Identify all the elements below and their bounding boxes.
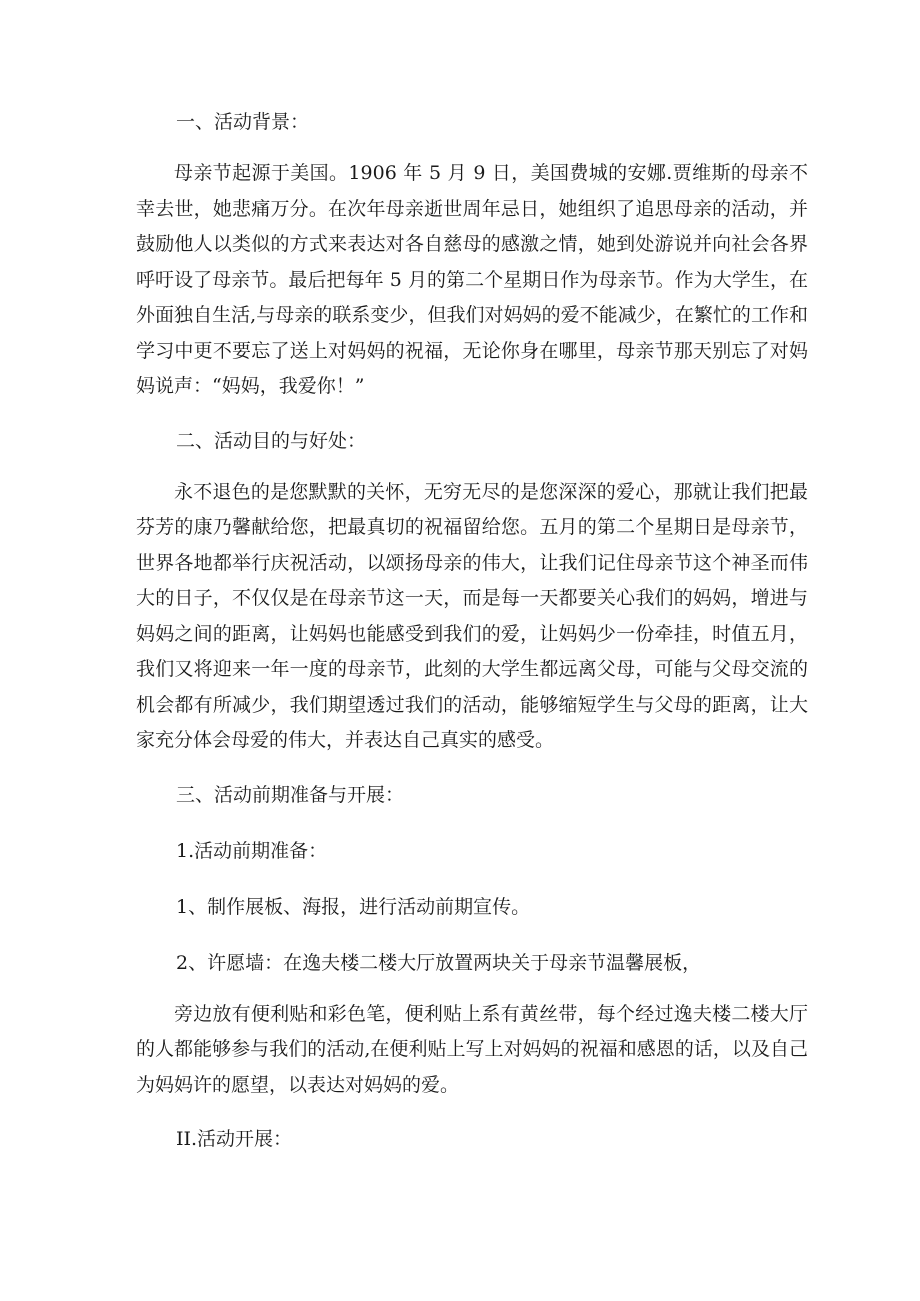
document-body <box>136 100 808 1161</box>
section-heading-preparation: 三、活动前期准备与开展： <box>176 783 405 806</box>
list-item-wish-wall: 2、许愿墙：在逸夫楼二楼大厅放置两块关于母亲节温馨展板， <box>176 951 702 974</box>
subsection-heading-activity: II.活动开展： <box>176 1128 293 1150</box>
list-item-poster: 1、制作展板、海报，进行活动前期宣传。 <box>176 895 531 918</box>
subsection-heading-preparation: 1.活动前期准备： <box>176 839 328 862</box>
purpose-paragraph: 永不退色的是您默默的关怀，无穷无尽的是您深深的爱心，那就让我们把最芬芳的康乃馨献给您，把最真切的祝福留给您。五月的第二个星期日是母亲节，世界各地都举行庆祝活动，以颂扬母亲的伟大，让我们记住母亲节这个神圣而伟大的日子，不仅仅是在母亲节这一天，而是每一天都要关心我们的妈妈，增进与妈妈之间的距离，让妈妈也能感受到我们的爱，让妈妈少一份牵挂，时值五月，我们又将迎来一年一度的母亲节，此刻的大学生都远离父母，可能与父母交流的机会都有所减少，我们期望透过我们的活动，能够缩短学生与父母的距离，让大家充分体会母爱的伟大，并表达自己真实的感受。 <box>136 480 808 751</box>
section-heading-background: 一、活动背景： <box>176 111 310 133</box>
wish-wall-paragraph: 旁边放有便利贴和彩色笔，便利贴上系有黄丝带，每个经过逸夫楼二楼大厅的人都能够参与我们的活动,在便利贴上写上对妈妈的祝福和感恩的话，以及自己为妈妈许的愿望，以表达对妈妈的爱。 <box>136 1002 808 1096</box>
background-paragraph: 母亲节起源于美国。1906 年 5 月 9 日，美国费城的安娜.贾维斯的母亲不幸去世，她悲痛万分。在次年母亲逝世周年忌日，她组织了追思母亲的活动，并鼓励他人以类似的方式来表达对各自慈母的感激之情，她到处游说并向社会各界呼吁设了母亲节。最后把每年 5 月的第二个星期日作为母亲节。作为大学生，在外面独自生活,与母亲的联系变少，但我们对妈妈的爱不能减少，在繁忙的工作和学习中更不要忘了送上对妈妈的祝福，无论你身在哪里，母亲节那天别忘了对妈妈说声：“妈妈，我爱你！” <box>136 162 808 397</box>
section-heading-purpose: 二、活动目的与好处： <box>176 429 367 452</box>
